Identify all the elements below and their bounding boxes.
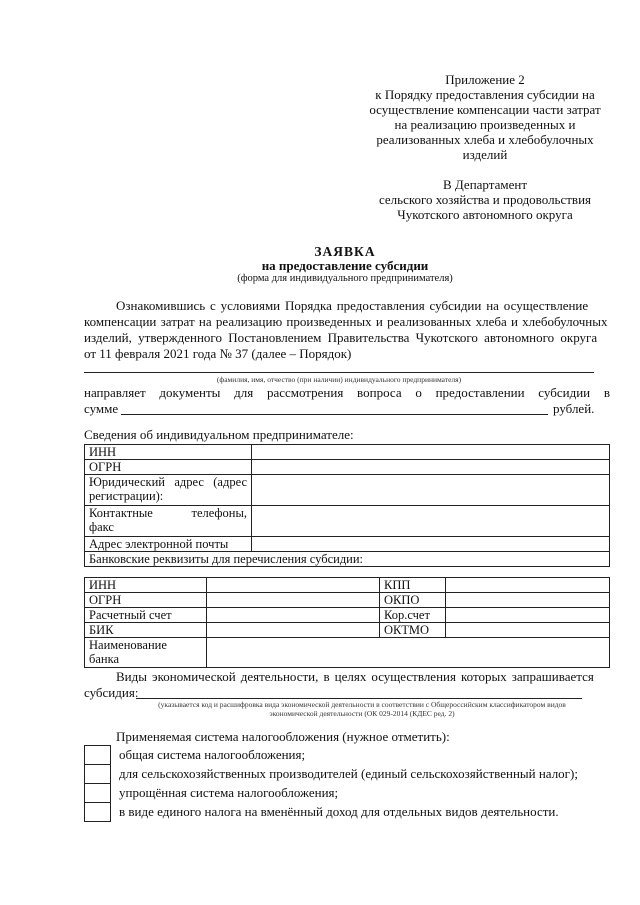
appendix-line: осуществление компенсации части затрат: [369, 102, 601, 117]
tax-option-imputed: в виде единого налога на вменённый доход для отдельных видов деятельности.: [119, 804, 559, 819]
ip-info-table: [84, 444, 610, 567]
intro-line: компенсации затрат на реализацию произведенных и реализованных хлеба и хлебобулочных: [84, 314, 608, 329]
ip-phones-label: [85, 506, 252, 537]
bank-corr-value[interactable]: [446, 608, 610, 623]
activities-field[interactable]: [136, 698, 582, 699]
ip-address-label-l2: регистрации):: [89, 489, 164, 503]
ip-address-value[interactable]: [252, 475, 610, 506]
sum-suffix: рублей.: [553, 401, 595, 416]
ip-address-label-l1: Юридический адрес (адрес: [89, 475, 247, 489]
bank-table: [84, 577, 610, 668]
name-caption: (фамилия, имя, отчество (при наличии) индивидуального предпринимателя): [216, 375, 462, 384]
document-title: ЗАЯВКА: [314, 244, 376, 259]
bank-okpo-label: ОКПО: [380, 593, 446, 608]
activities-line: Виды экономической деятельности, в целях осуществления которых запрашивается: [116, 669, 594, 684]
appendix-line: изделий: [462, 147, 508, 162]
recipient-line: В Департамент: [442, 177, 528, 192]
bank-name-label-l1: Наименование: [89, 638, 167, 652]
appendix-line: реализованных хлеба и хлебобулочных: [376, 132, 594, 147]
ip-address-label: [85, 475, 252, 506]
ip-phones-label-l2: факс: [89, 520, 114, 534]
bank-kpp-label: КПП: [380, 578, 446, 593]
tax-checkbox-simplified[interactable]: [84, 783, 111, 803]
bank-details-label: Банковские реквизиты для перечисления субсидии:: [85, 552, 610, 567]
bank-inn-value[interactable]: [207, 578, 380, 593]
form-note: (форма для индивидуального предпринимателя): [237, 273, 453, 284]
activities-caption: экономической деятельности (ОК 029-2014 (КДЕС ред. 2): [269, 709, 455, 718]
recipient-line: сельского хозяйства и продовольствия: [378, 192, 592, 207]
bank-account-label: Расчетный счет: [85, 608, 207, 623]
activities-caption: (указывается код и расшифровка вида экономической деятельности в соответствии с Общероссийским классификатором видов: [158, 700, 566, 709]
tax-option-general: общая система налогообложения;: [119, 747, 306, 762]
bank-inn-label: ИНН: [85, 578, 207, 593]
intro-line: от 11 февраля 2021 года № 37 (далее – Порядок): [84, 346, 352, 361]
appendix-line: к Порядку предоставления субсидии на: [375, 87, 595, 102]
bank-oktmo-label: ОКТМО: [380, 623, 446, 638]
sum-prefix: сумме: [84, 401, 119, 416]
ip-inn-label: ИНН: [85, 445, 252, 460]
bank-account-value[interactable]: [207, 608, 380, 623]
bank-oktmo-value[interactable]: [446, 623, 610, 638]
ip-ogrn-value[interactable]: [252, 460, 610, 475]
recipient-line: Чукотского автономного округа: [397, 207, 573, 222]
name-underline[interactable]: [84, 372, 594, 373]
bank-name-label-l2: банка: [89, 652, 120, 666]
ip-ogrn-label: ОГРН: [85, 460, 252, 475]
document-subtitle: на предоставление субсидии: [261, 258, 429, 273]
ip-email-value[interactable]: [252, 537, 610, 552]
intro-line: изделий, утвержденного Постановлением Правительства Чукотского автономного округа: [84, 330, 598, 345]
tax-checkbox-general[interactable]: [84, 745, 111, 765]
bank-name-value[interactable]: [207, 638, 610, 668]
bank-ogrn-value[interactable]: [207, 593, 380, 608]
intro-line: Ознакомившись с условиями Порядка предоставления субсидии на осуществление: [116, 298, 589, 313]
bank-name-label: [85, 638, 207, 668]
tax-checkbox-agri[interactable]: [84, 764, 111, 784]
appendix-line: Приложение 2: [445, 72, 525, 87]
bank-okpo-value[interactable]: [446, 593, 610, 608]
ip-phones-label-l1: Контактные телефоны,: [89, 506, 247, 520]
tax-label: Применяемая система налогообложения (нужное отметить):: [116, 729, 450, 744]
bank-ogrn-label: ОГРН: [85, 593, 207, 608]
tax-option-simplified: упрощённая система налогообложения;: [119, 785, 339, 800]
ip-info-label: Сведения об индивидуальном предпринимателе:: [84, 427, 354, 442]
tax-checkbox-imputed[interactable]: [84, 802, 111, 822]
tax-option-agri: для сельскохозяйственных производителей (единый сельскохозяйственный налог);: [119, 766, 578, 781]
bank-bik-label: БИК: [85, 623, 207, 638]
appendix-line: на реализацию произведенных и: [394, 117, 576, 132]
activities-label: субсидия:: [84, 685, 139, 700]
sum-field[interactable]: [121, 414, 548, 415]
bank-corr-label: Кор.счет: [380, 608, 446, 623]
sends-line: направляет документы для рассмотрения вопроса о предоставлении субсидии в: [84, 385, 610, 400]
bank-bik-value[interactable]: [207, 623, 380, 638]
bank-kpp-value[interactable]: [446, 578, 610, 593]
ip-inn-value[interactable]: [252, 445, 610, 460]
ip-phones-value[interactable]: [252, 506, 610, 537]
ip-email-label: Адрес электронной почты: [85, 537, 252, 552]
